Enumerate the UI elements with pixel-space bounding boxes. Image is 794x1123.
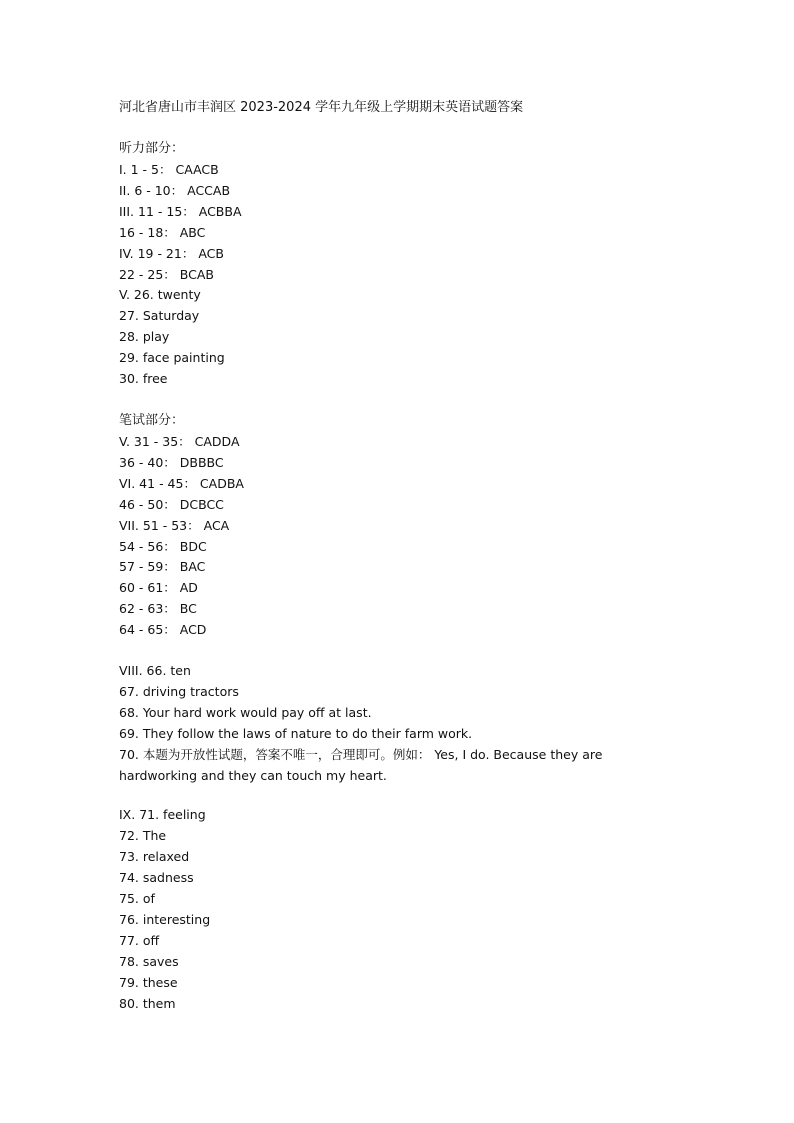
answer-line: V. 31 - 35： CADDA	[119, 433, 240, 449]
answer-line: 60 - 61： AD	[119, 580, 198, 596]
answer-line: I. 1 - 5： CAACB	[119, 162, 219, 177]
answer-line: 64 - 65： ACD	[119, 622, 207, 638]
answer-line: II. 6 - 10： ACCAB	[119, 182, 231, 198]
answer-line: 78. saves	[119, 953, 179, 969]
answer-line: VI. 41 - 45： CADBA	[119, 475, 244, 491]
answer-line: IX. 71. feeling	[119, 807, 206, 823]
answer-line: V. 26. twenty	[119, 287, 201, 303]
open-answer-paragraph: 70. 本题为开放性试题，答案不唯一，合理即可。例如： Yes, I do. Because they are hardworking and they can touch my heart.	[119, 746, 603, 783]
answer-line: 79. these	[119, 974, 178, 990]
answer-line: 22 - 25： BCAB	[119, 266, 214, 282]
answer-line: 27. Saturday	[119, 308, 200, 324]
answer-line: 54 - 56： BDC	[119, 538, 207, 554]
answer-line: VIII. 66. ten	[119, 663, 191, 679]
answer-line: 28. play	[119, 329, 170, 345]
section-spacer	[119, 786, 689, 805]
answer-line: VII. 51 - 53： ACA	[119, 517, 230, 533]
answer-line: 77. off	[119, 932, 160, 948]
answer-key-content	[119, 97, 689, 1015]
document-title: 河北省唐山市丰润区 2023-2024 学年九年级上学期期末英语试题答案	[119, 100, 524, 115]
answer-line: 75. of	[119, 891, 155, 907]
answer-line: 16 - 18： ABC	[119, 224, 206, 240]
answer-line: 57 - 59： BAC	[119, 559, 206, 575]
answer-line: 46 - 50： DCBCC	[119, 496, 224, 512]
answer-line: 29. face painting	[119, 350, 225, 366]
answer-line: 69. They follow the laws of nature to do their farm work.	[119, 725, 473, 741]
answer-line: 62 - 63： BC	[119, 601, 197, 617]
answer-line: 67. driving tractors	[119, 683, 239, 699]
answer-line: 36 - 40： DBBBC	[119, 454, 224, 470]
answer-line: III. 11 - 15： ACBBA	[119, 203, 242, 219]
answer-line: 80. them	[119, 995, 176, 1011]
answer-line: 72. The	[119, 828, 167, 844]
answer-line: 74. sadness	[119, 870, 194, 886]
written-section-heading: 笔试部分：	[119, 412, 185, 428]
answer-line: 76. interesting	[119, 912, 211, 927]
section-spacer	[119, 641, 689, 661]
listening-section-heading: 听力部分：	[119, 141, 185, 156]
answer-line: IV. 19 - 21： ACB	[119, 245, 224, 261]
answer-line: 68. Your hard work would pay off at last.	[119, 704, 372, 720]
answer-line: 73. relaxed	[119, 849, 190, 865]
section-spacer	[119, 390, 689, 410]
answer-line: 30. free	[119, 371, 168, 387]
